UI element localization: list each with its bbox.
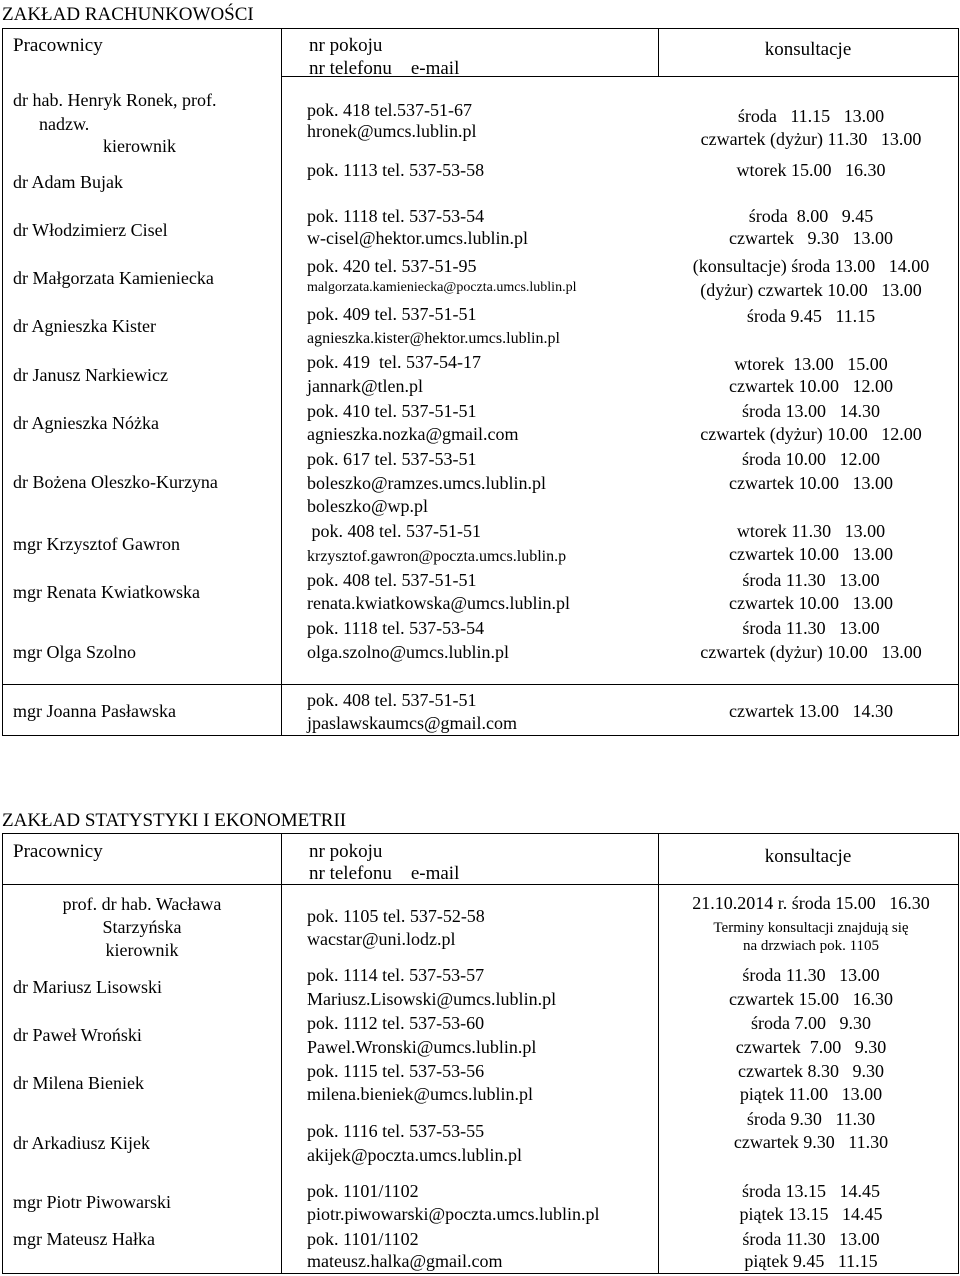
contact-narkiewicz-line2: jannark@tlen.pl (307, 376, 424, 396)
header-konsultacje: konsultacje (764, 39, 852, 60)
consult-piwowarski-line2: piątek 13.15 14.45 (739, 1204, 883, 1224)
name-starzynska-line3: kierownik (105, 940, 179, 960)
contact-ronek-line1: pok. 418 tel.537-51-67 (307, 100, 472, 120)
contact-kijek-line2: akijek@poczta.umcs.lublin.pl (307, 1145, 523, 1165)
name-gawron: mgr Krzysztof Gawron (13, 534, 180, 554)
contact-kamieniecka-line2: malgorzata.kamieniecka@poczta.umcs.lublin.pl (307, 280, 577, 295)
contact-nozka-line2: agnieszka.nozka@gmail.com (307, 424, 519, 444)
contact-kister-line1: pok. 409 tel. 537-51-51 (307, 304, 477, 324)
consult-bieniek-line2: piątek 11.00 13.00 (739, 1084, 883, 1104)
name-nozka: dr Agnieszka Nóżka (13, 413, 159, 433)
name-kister: dr Agnieszka Kister (13, 316, 156, 336)
consult-kwiatkowska-line2: czwartek 10.00 13.00 (729, 593, 893, 613)
consult-piwowarski-line1: środa 13.15 14.45 (742, 1181, 880, 1201)
header-pracownicy: Pracownicy (13, 841, 103, 862)
name-kwiatkowska: mgr Renata Kwiatkowska (13, 582, 200, 602)
consult-wronski-line1: środa 7.00 9.30 (751, 1013, 871, 1033)
consult-kamieniecka-line2: (dyżur) czwartek 10.00 13.00 (700, 280, 922, 300)
header-telefon-email: nr telefonu e-mail (309, 58, 460, 79)
consult-nozka-line2: czwartek (dyżur) 10.00 12.00 (700, 424, 922, 444)
contact-oleszko-line2: boleszko@ramzes.umcs.lublin.pl (307, 473, 547, 493)
consult-kister-line1: środa 9.45 11.15 (746, 306, 876, 326)
header-nr-pokoju: nr pokoju (309, 35, 383, 56)
header-konsultacje: konsultacje (764, 846, 852, 867)
contact-gawron-line1: pok. 408 tel. 537-51-51 (307, 521, 481, 541)
contact-ronek-line2: hronek@umcs.lublin.pl (307, 121, 477, 141)
name-szolno: mgr Olga Szolno (13, 642, 136, 662)
contact-bujak-line1: pok. 1113 tel. 537-53-58 (307, 160, 485, 180)
section-title-rachunkowosci: ZAKŁAD RACHUNKOWOŚCI (2, 4, 254, 25)
consult-narkiewicz-line2: czwartek 10.00 12.00 (729, 376, 893, 396)
name-cisel: dr Włodzimierz Cisel (13, 220, 168, 240)
consult-starzynska-line2: Terminy konsultacji znajdują się (713, 920, 909, 936)
contact-bieniek-line2: milena.bieniek@umcs.lublin.pl (307, 1084, 534, 1104)
consult-starzynska-line1: 21.10.2014 r. środa 15.00 16.30 (692, 893, 930, 913)
contact-paslawska-line1: pok. 408 tel. 537-51-51 (307, 690, 477, 710)
contact-lisowski-line2: Mariusz.Lisowski@umcs.lublin.pl (307, 989, 557, 1009)
contact-piwowarski-line2: piotr.piwowarski@poczta.umcs.lublin.pl (307, 1204, 600, 1224)
contact-kwiatkowska-line1: pok. 408 tel. 537-51-51 (307, 570, 477, 590)
contact-starzynska-line2: wacstar@uni.lodz.pl (307, 929, 456, 949)
contact-paslawska-line2: jpaslawskaumcs@gmail.com (307, 713, 518, 733)
name-wronski: dr Paweł Wroński (13, 1025, 142, 1045)
consult-cisel-line2: czwartek 9.30 13.00 (729, 228, 893, 248)
consult-kamieniecka-line1: (konsultacje) środa 13.00 14.00 (692, 256, 930, 276)
name-ronek-line3: kierownik (103, 136, 176, 156)
consult-narkiewicz-line1: wtorek 13.00 15.00 (734, 354, 888, 374)
contact-kwiatkowska-line2: renata.kwiatkowska@umcs.lublin.pl (307, 593, 571, 613)
contact-wronski-line2: Pawel.Wronski@umcs.lublin.pl (307, 1037, 537, 1057)
consult-wronski-line2: czwartek 7.00 9.30 (735, 1037, 887, 1057)
contact-kamieniecka-line1: pok. 420 tel. 537-51-95 (307, 256, 477, 276)
name-starzynska-line1: prof. dr hab. Wacława (62, 894, 222, 914)
contact-gawron-line2: krzysztof.gawron@poczta.umcs.lublin.p (307, 548, 567, 565)
name-ronek-line1: dr hab. Henryk Ronek, prof. (13, 90, 217, 110)
consult-gawron-line1: wtorek 11.30 13.00 (736, 521, 886, 541)
name-ronek-line2: nadzw. (39, 114, 90, 134)
name-oleszko-kurzyna: dr Bożena Oleszko-Kurzyna (13, 472, 218, 492)
table-rachunkowosci (2, 28, 959, 736)
contact-szolno-line1: pok. 1118 tel. 537-53-54 (307, 618, 485, 638)
consult-nozka-line1: środa 13.00 14.30 (742, 401, 880, 421)
name-paslawska: mgr Joanna Pasławska (13, 701, 176, 721)
consult-bujak-line1: wtorek 15.00 16.30 (736, 160, 886, 180)
contact-narkiewicz-line1: pok. 419 tel. 537-54-17 (307, 352, 481, 372)
name-bujak: dr Adam Bujak (13, 172, 123, 192)
contact-halka-line2: mateusz.halka@gmail.com (307, 1251, 503, 1271)
header-telefon-email: nr telefonu e-mail (309, 863, 460, 884)
consult-paslawska-line1: czwartek 13.00 14.30 (729, 701, 893, 721)
consult-ronek-line2: czwartek (dyżur) 11.30 13.00 (700, 129, 922, 149)
consult-gawron-line2: czwartek 10.00 13.00 (729, 544, 893, 564)
contact-cisel-line2: w-cisel@hektor.umcs.lublin.pl (307, 228, 529, 248)
name-kijek: dr Arkadiusz Kijek (13, 1133, 150, 1153)
column-divider (281, 29, 282, 735)
contact-oleszko-line3: boleszko@wp.pl (307, 496, 429, 516)
contact-cisel-line1: pok. 1118 tel. 537-53-54 (307, 206, 485, 226)
header-pracownicy: Pracownicy (13, 35, 103, 56)
column-divider (658, 834, 659, 1273)
contact-halka-line1: pok. 1101/1102 (307, 1229, 419, 1249)
contact-lisowski-line1: pok. 1114 tel. 537-53-57 (307, 965, 485, 985)
contact-oleszko-line1: pok. 617 tel. 537-53-51 (307, 449, 477, 469)
column-divider (281, 834, 282, 1273)
consult-lisowski-line1: środa 11.30 13.00 (742, 965, 880, 985)
row-divider (3, 684, 958, 685)
consult-kwiatkowska-line1: środa 11.30 13.00 (742, 570, 880, 590)
contact-szolno-line2: olga.szolno@umcs.lublin.pl (307, 642, 510, 662)
consult-oleszko-line2: czwartek 10.00 13.00 (729, 473, 893, 493)
section-title-statystyki: ZAKŁAD STATYSTYKI I EKONOMETRII (2, 810, 347, 831)
name-narkiewicz: dr Janusz Narkiewicz (13, 365, 168, 385)
name-kamieniecka: dr Małgorzata Kamieniecka (13, 268, 214, 288)
consult-szolno-line2: czwartek (dyżur) 10.00 13.00 (700, 642, 922, 662)
consult-szolno-line1: środa 11.30 13.00 (742, 618, 880, 638)
contact-piwowarski-line1: pok. 1101/1102 (307, 1181, 419, 1201)
contact-kijek-line1: pok. 1116 tel. 537-53-55 (307, 1121, 485, 1141)
table-statystyki (2, 833, 959, 1274)
consult-lisowski-line2: czwartek 15.00 16.30 (729, 989, 893, 1009)
contact-wronski-line1: pok. 1112 tel. 537-53-60 (307, 1013, 485, 1033)
contact-bieniek-line1: pok. 1115 tel. 537-53-56 (307, 1061, 485, 1081)
name-starzynska-line2: Starzyńska (102, 917, 182, 937)
consult-kijek-line2: czwartek 9.30 11.30 (733, 1132, 889, 1152)
contact-kister-line2: agnieszka.kister@hektor.umcs.lublin.pl (307, 330, 560, 347)
consult-cisel-line1: środa 8.00 9.45 (748, 206, 874, 226)
consult-halka-line1: środa 11.30 13.00 (742, 1229, 880, 1249)
name-piwowarski: mgr Piotr Piwowarski (13, 1192, 172, 1212)
consult-starzynska-line3: na drzwiach pok. 1105 (742, 938, 880, 954)
consult-halka-line2: piątek 9.45 11.15 (744, 1251, 878, 1271)
contact-nozka-line1: pok. 410 tel. 537-51-51 (307, 401, 477, 421)
name-bieniek: dr Milena Bieniek (13, 1073, 144, 1093)
consult-kijek-line1: środa 9.30 11.30 (746, 1109, 876, 1129)
name-lisowski: dr Mariusz Lisowski (13, 977, 162, 997)
name-halka: mgr Mateusz Hałka (13, 1229, 155, 1249)
header-nr-pokoju: nr pokoju (309, 841, 383, 862)
consult-bieniek-line1: czwartek 8.30 9.30 (738, 1061, 884, 1081)
header-divider (3, 884, 958, 885)
contact-starzynska-line1: pok. 1105 tel. 537-52-58 (307, 906, 485, 926)
consult-oleszko-line1: środa 10.00 12.00 (742, 449, 880, 469)
consult-ronek-line1: środa 11.15 13.00 (737, 106, 885, 126)
